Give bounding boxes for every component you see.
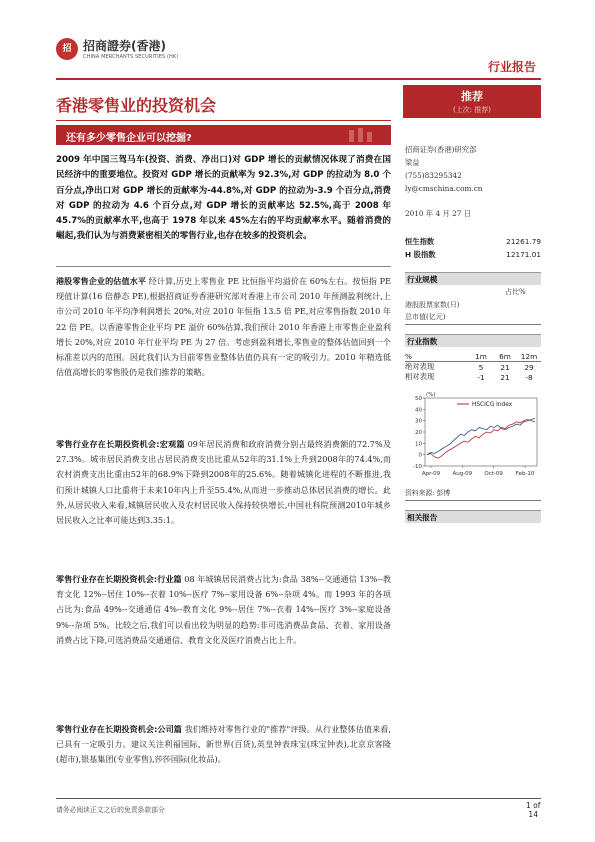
section-macro <box>56 437 391 528</box>
scale-row-stock-count: 港股股票家数(只) <box>405 301 460 309</box>
title-divider <box>56 120 391 121</box>
y-tick-label: 40 <box>415 407 422 414</box>
x-tick-label: Aug-09 <box>452 471 473 477</box>
y-tick-label: 50 <box>415 396 422 402</box>
index-performance-chart <box>405 388 543 480</box>
performance-cell: 21 <box>500 362 510 372</box>
source-divider <box>405 500 541 501</box>
x-tick-label: Oct-09 <box>484 471 503 477</box>
series-line-0 <box>427 420 535 459</box>
x-tick-label: Apr-09 <box>421 471 441 477</box>
subtitle-banner <box>56 125 391 145</box>
section-valuation <box>56 274 391 380</box>
section-text: 经计算,历史上零售业 PE 比恒指平均溢价在 60%左右。按恒指 PE 现值计算(16 倍静态 PE),根据招商证券香港研究部对香港上市公司 2010 年预测盈利统计,上市公司 2010 年平均净利润增长 20%,对应 2010 年恒指 13.5 倍 PE,对应零售指数 2010 年 22 倍 PE。以香港零售企业平均 PE 溢价 60%估算,我们预计 2010 年香港上市零售企业盈利增长 20%,对应 2010 年行业平均 PE 为 27 倍。考虑到盈利增长,零售业的整体估值回到一个标准差以内的范围。因此我们认为目前零售业整体估值仍具有一定的吸引力。2010 年精选低估值高增长的零售股仍是我们推荐的策略。 <box>56 276 391 378</box>
scale-row-market-cap: 总市值(亿元) <box>405 313 446 321</box>
index-row-hsi <box>405 237 541 247</box>
performance-col-label: 12m <box>517 351 541 362</box>
index-value: 21261.79 <box>506 237 541 246</box>
rating-value: 推荐 <box>461 90 483 103</box>
y-tick-label: -10 <box>413 464 422 470</box>
industry-scale-heading: 行业规模 <box>405 272 541 285</box>
index-name: H 股指数 <box>405 250 436 259</box>
performance-cell: 5 <box>478 362 484 372</box>
analyst-org: 招商证券(香港)研究部 <box>405 145 477 154</box>
footer-divider <box>56 798 541 799</box>
chart-source: 资料来源: 彭博 <box>405 489 451 497</box>
y-tick-label: 30 <box>415 418 422 425</box>
section-company <box>56 722 391 768</box>
performance-table <box>405 351 541 383</box>
disclaimer-note: 请务必阅读正文之后的免责条款部分 <box>56 806 165 814</box>
report-type-label: 行业报告 <box>488 60 537 74</box>
section-text: 09年居民消费和政府消费分别占最终消费额的72.7%及27.3%。城市居民消费支出占居民消费支出比重从52年的31.1%上升到2008年的74.4%,而农村消费支出比重由52年的68.9%下降到2008年的25.6%。随着城镇化进程的不断推进,我们预计城镇人口比重将于未来10年内上升至55.4%,从而进一步推动总体居民消费的增长。此外,从居民收入来看,城镇居民收入及农村居民收入保持较快增长,中国社科院预测2010年城乡居民收入之比率可能达到3.35:1。 <box>56 439 391 526</box>
legend-label: HSCICG Index <box>472 402 513 408</box>
performance-cell: -8 <box>525 372 533 382</box>
related-reports-heading: 相关报告 <box>405 510 541 523</box>
y-tick-label: 20 <box>415 430 422 436</box>
performance-header-row <box>405 351 541 362</box>
analyst-phone: (755)83295342 <box>405 171 462 180</box>
performance-col-label: 1m <box>469 351 493 362</box>
section-industry <box>56 572 391 648</box>
index-name: 恒生指数 <box>405 237 435 246</box>
section-lead: 港股零售企业的估值水平 <box>56 276 147 286</box>
performance-row <box>405 362 541 373</box>
section-lead: 零售行业存在长期投资机会:行业篇 <box>56 574 182 584</box>
section-text: 我们维持对零售行业的"推荐"评级。从行业整体估值来看,已具有一定吸引力。建议关注利福国际、新世界(百货),英皇钟表珠宝(珠宝钟表),北京京客隆(超市),银基集团(专业零售),莎莎国际(化妆品)。 <box>56 724 391 765</box>
section-lead: 零售行业存在长期投资机会:宏观篇 <box>56 439 185 449</box>
banner-logo-watermark-icon <box>345 127 377 143</box>
performance-col-label: % <box>405 351 469 362</box>
performance-row-label: 绝对表现 <box>405 362 435 371</box>
performance-heading: 行业指数 <box>405 334 541 347</box>
performance-cell: 21 <box>500 372 510 382</box>
performance-row <box>405 372 541 383</box>
y-tick-label: 10 <box>415 441 422 448</box>
index-row-hshare <box>405 250 541 260</box>
section-lead: 零售行业存在长期投资机会:公司篇 <box>56 724 182 734</box>
y-unit-label: (%) <box>426 392 436 398</box>
report-date: 2010 年 4 月 27 日 <box>405 209 471 218</box>
company-logo-icon: 招 <box>56 38 78 60</box>
y-tick-label: 0 <box>418 452 422 459</box>
summary-divider <box>56 266 391 267</box>
analyst-name: 梁益 <box>405 158 420 167</box>
performance-cell: 29 <box>524 362 534 372</box>
rating-box <box>403 85 541 118</box>
report-subtitle: 还有多少零售企业可以挖掘? <box>66 133 192 144</box>
header-divider <box>56 78 541 80</box>
page-number: 1 of 14 <box>526 801 541 819</box>
scale-divider <box>405 324 541 325</box>
company-name-cn: 招商證券(香港) <box>83 39 166 53</box>
analyst-email[interactable]: ly@cmschina.com.cn <box>405 184 483 193</box>
performance-col-label: 6m <box>493 351 517 362</box>
series-line-1 <box>427 418 535 454</box>
company-name-en: CHINA MERCHANTS SECURITIES (HK) <box>83 54 179 60</box>
x-tick-label: Feb-10 <box>515 471 535 477</box>
percent-column-label: 占比% <box>505 288 526 296</box>
chart-svg <box>405 388 543 480</box>
performance-cell: -1 <box>477 372 485 382</box>
report-title: 香港零售业的投资机会 <box>56 96 217 115</box>
analyst-info <box>405 143 483 195</box>
rating-previous: (上次: 推荐) <box>452 106 492 114</box>
performance-row-label: 相对表现 <box>405 372 435 382</box>
section-text: 08 年城镇居民消费占比为:食品 38%--交通通信 13%--教育文化 12%--居住 10%--衣着 10%--医疗 7%--家用设备 6%--杂项 4%。而 1993 年的各项占比为:食品 49%--交通通信 4%--教育文化 9%--居住 7%--衣着 14%--医疗 3%--家庭设备 9%--杂项 5%。比较之后,我们可以看出较为明显的趋势:非可选消费品食品、衣着、家用设备消费占比下降,可选消费品交通通信、教育文化及医疗消费占比上升。 <box>56 574 391 645</box>
index-value: 12171.01 <box>506 250 541 259</box>
summary-paragraph: 2009 年中国三驾马车(投资、消费、净出口)对 GDP 增长的贡献情况体现了消费在国民经济中的重要地位。投资对 GDP 增长的贡献率为 92.3%,对 GDP 的拉动为 8.0 个百分点,净出口对 GDP 增长的贡献率为-44.8%,对 GDP 的拉动为-3.9 个百分点,消费对 GDP 的拉动为 4.6 个百分点,对 GDP 增长的贡献率达 52.5%,高于 2008 年 45.7%的贡献率水平,也高于 1978 年以来 45%左右的平均贡献率水平。随着消费的崛起,我们认为与消费紧密相关的零售行业,也存在较多的投资机会。 <box>56 155 391 242</box>
